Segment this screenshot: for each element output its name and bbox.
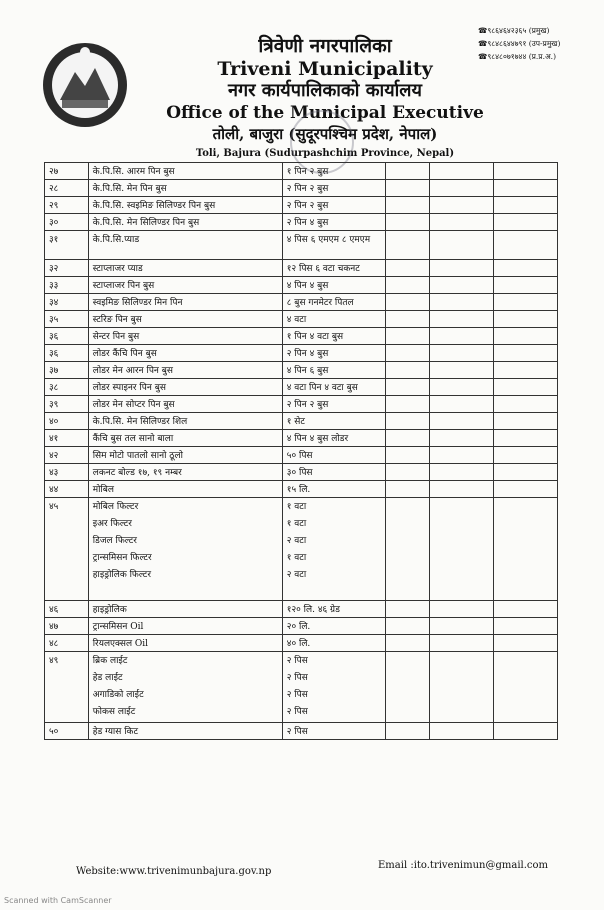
empty-cell — [429, 311, 493, 328]
empty-cell — [493, 163, 557, 180]
quantity-cell — [282, 498, 385, 601]
quantity-cell: १ सेट — [282, 413, 385, 430]
empty-cell — [493, 260, 557, 277]
empty-cell — [493, 311, 557, 328]
item-name-cell: लोडर स्पाइनर पिन बुस — [88, 379, 282, 396]
table-row — [45, 231, 558, 260]
empty-cell — [493, 481, 557, 498]
table-row — [45, 723, 558, 740]
empty-cell — [386, 498, 429, 601]
quantity-cell: १५ लि. — [282, 481, 385, 498]
empty-cell — [493, 362, 557, 379]
empty-cell — [386, 294, 429, 311]
sub-item-quantity: १ वटा — [286, 502, 307, 512]
empty-cell — [429, 498, 493, 601]
item-name-cell: स्टाप्लाजर पिन बुस — [88, 277, 282, 294]
empty-cell — [493, 214, 557, 231]
sub-item-name: मोबिल फिल्टर — [92, 502, 139, 512]
item-name-cell: के.पि.सि. आरम पिन बुस — [88, 163, 282, 180]
sub-item-quantity: २ पिस — [286, 656, 308, 666]
quantity-cell: ४ पिस ६ एमएम ८ एमएम — [282, 231, 385, 260]
quantity-cell: १ पिन २ बुस — [282, 163, 385, 180]
quantity-cell: ३० पिस — [282, 464, 385, 481]
serial-number-cell: ४९ — [45, 652, 89, 723]
item-name-cell: कैंचि बुस तल सानो बाला — [88, 430, 282, 447]
empty-cell — [429, 723, 493, 740]
empty-cell — [493, 396, 557, 413]
empty-cell — [429, 231, 493, 260]
empty-cell — [429, 345, 493, 362]
table-row — [45, 635, 558, 652]
quantity-cell: ५० पिस — [282, 447, 385, 464]
empty-cell — [386, 277, 429, 294]
empty-cell — [386, 481, 429, 498]
empty-cell — [429, 294, 493, 311]
sub-item-name: डिजल फिल्टर — [92, 536, 137, 546]
table-row — [45, 396, 558, 413]
empty-cell — [429, 260, 493, 277]
serial-number-cell: ३७ — [45, 362, 89, 379]
item-name-cell: हाइड्रोलिक — [88, 601, 282, 618]
empty-cell — [493, 723, 557, 740]
empty-cell — [386, 464, 429, 481]
quantity-cell: १२ पिस ६ वटा चकनट — [282, 260, 385, 277]
empty-cell — [429, 464, 493, 481]
empty-cell — [386, 214, 429, 231]
empty-cell — [429, 180, 493, 197]
table-row — [45, 430, 558, 447]
sub-item-quantity: २ वटा — [286, 536, 307, 546]
phone-deputy-mayor: ☎९८४८६४४७९१ (उप-प्रमुख) — [478, 39, 561, 48]
empty-cell — [493, 464, 557, 481]
empty-cell — [386, 180, 429, 197]
serial-number-cell: ४५ — [45, 498, 89, 601]
quantity-cell: २० लि. — [282, 618, 385, 635]
sub-item-quantity: २ पिस — [286, 673, 308, 683]
table-row — [45, 197, 558, 214]
quantity-cell: ८ बुस गनमेटर पितल — [282, 294, 385, 311]
empty-cell — [429, 379, 493, 396]
serial-number-cell: ४७ — [45, 618, 89, 635]
empty-cell — [429, 362, 493, 379]
office-name-nepali: नगर कार्यपालिकाको कार्यालय — [228, 80, 422, 101]
serial-number-cell: ३३ — [45, 277, 89, 294]
table-row — [45, 652, 558, 723]
sub-item-quantity: २ वटा — [286, 570, 307, 580]
empty-cell — [386, 635, 429, 652]
quantity-cell: २ पिस — [282, 723, 385, 740]
empty-cell — [493, 601, 557, 618]
table-row — [45, 447, 558, 464]
serial-number-cell: २८ — [45, 180, 89, 197]
table-row — [45, 601, 558, 618]
serial-number-cell: ५० — [45, 723, 89, 740]
empty-cell — [386, 328, 429, 345]
empty-cell — [493, 379, 557, 396]
item-name-cell: सिम मोटो पातलो सानो ठूलो — [88, 447, 282, 464]
quantity-cell: ४ पिन ४ बुस लोडर — [282, 430, 385, 447]
item-name-cell: स्टरिङ पिन बुस — [88, 311, 282, 328]
quantity-cell: १ पिन ४ वटा बुस — [282, 328, 385, 345]
quantity-cell: २ पिन २ बुस — [282, 197, 385, 214]
sub-item-quantity: २ पिस — [286, 690, 308, 700]
item-name-cell: लकनट बोल्ड १७, १९ नम्बर — [88, 464, 282, 481]
municipality-emblem-icon — [40, 40, 130, 130]
empty-cell — [429, 163, 493, 180]
table-row — [45, 260, 558, 277]
empty-cell — [429, 430, 493, 447]
sub-item-name: फोकस लाईट — [92, 707, 136, 717]
quantity-cell: २ पिन २ बुस — [282, 396, 385, 413]
serial-number-cell: ३६ — [45, 328, 89, 345]
item-name-cell — [88, 498, 282, 601]
sub-item-name: इअर फिल्टर — [92, 519, 132, 529]
serial-number-cell: ३९ — [45, 396, 89, 413]
quantity-cell: ४ वटा — [282, 311, 385, 328]
serial-number-cell: ४४ — [45, 481, 89, 498]
empty-cell — [386, 231, 429, 260]
serial-number-cell: ३० — [45, 214, 89, 231]
empty-cell — [493, 652, 557, 723]
empty-cell — [386, 652, 429, 723]
empty-cell — [386, 396, 429, 413]
empty-cell — [429, 601, 493, 618]
item-name-cell — [88, 652, 282, 723]
empty-cell — [493, 618, 557, 635]
empty-cell — [386, 413, 429, 430]
phone-cao: ☎९८४८०७१७४४ (प्र.प्र.अ.) — [478, 52, 556, 61]
table-row — [45, 362, 558, 379]
table-row — [45, 294, 558, 311]
empty-cell — [386, 723, 429, 740]
item-name-cell: लोडर मेन सोप्टर पिन बुस — [88, 396, 282, 413]
scanner-watermark: Scanned with CamScanner — [4, 896, 112, 905]
quantity-cell: १२० लि. ४६ ग्रेड — [282, 601, 385, 618]
table-row — [45, 498, 558, 601]
empty-cell — [493, 635, 557, 652]
item-name-cell: के.पि.सि. स्वइमिङ सिलिण्डर पिन बुस — [88, 197, 282, 214]
quantity-cell: ४ पिन ४ बुस — [282, 277, 385, 294]
empty-cell — [386, 260, 429, 277]
sub-item-name: अगाडिको लाईट — [92, 690, 144, 700]
serial-number-cell: ४८ — [45, 635, 89, 652]
empty-cell — [429, 652, 493, 723]
table-row — [45, 214, 558, 231]
empty-cell — [429, 447, 493, 464]
empty-cell — [429, 481, 493, 498]
serial-number-cell: ३५ — [45, 311, 89, 328]
item-name-cell: लोडर मेन आरन पिन बुस — [88, 362, 282, 379]
sub-item-quantity: २ पिस — [286, 707, 308, 717]
empty-cell — [386, 430, 429, 447]
sub-item-quantity: १ वटा — [286, 553, 307, 563]
website-text: Website:www.trivenimunbajura.gov.np — [76, 866, 272, 877]
empty-cell — [429, 197, 493, 214]
empty-cell — [429, 413, 493, 430]
empty-cell — [493, 430, 557, 447]
address-english: Toli, Bajura (Sudurpashchim Province, Nepal) — [195, 148, 455, 159]
item-name-cell: मोबिल — [88, 481, 282, 498]
item-name-cell: के.पि.सि. मेन सिलिण्डर पिन बुस — [88, 214, 282, 231]
quantity-cell: २ पिन ४ बुस — [282, 214, 385, 231]
empty-cell — [429, 635, 493, 652]
items-table — [44, 162, 558, 740]
empty-cell — [386, 163, 429, 180]
empty-cell — [386, 345, 429, 362]
item-name-cell: ट्रान्समिसन Oil — [88, 618, 282, 635]
item-name-cell: स्वइमिङ सिलिण्डर मिन पिन — [88, 294, 282, 311]
item-name-cell: सेन्टर पिन बुस — [88, 328, 282, 345]
empty-cell — [493, 277, 557, 294]
phone-list — [478, 24, 560, 63]
empty-cell — [493, 294, 557, 311]
item-name-cell: हेड ग्यास किट — [88, 723, 282, 740]
empty-cell — [429, 328, 493, 345]
serial-number-cell: २९ — [45, 197, 89, 214]
serial-number-cell: ४३ — [45, 464, 89, 481]
phone-mayor: ☎९८६४६४२३६५ (प्रमुख) — [478, 26, 550, 35]
municipality-name-nepali: त्रिवेणी नगरपालिका — [258, 35, 392, 57]
empty-cell — [493, 447, 557, 464]
empty-cell — [386, 601, 429, 618]
sub-item-name: ब्रिक लाईट — [92, 656, 128, 666]
empty-cell — [429, 618, 493, 635]
empty-cell — [493, 180, 557, 197]
serial-number-cell: ४६ — [45, 601, 89, 618]
empty-cell — [493, 197, 557, 214]
empty-cell — [429, 396, 493, 413]
quantity-cell: २ पिन २ बुस — [282, 180, 385, 197]
serial-number-cell: ३१ — [45, 231, 89, 260]
table-row — [45, 180, 558, 197]
table-row — [45, 311, 558, 328]
empty-cell — [493, 345, 557, 362]
serial-number-cell: ३८ — [45, 379, 89, 396]
quantity-cell: ४० लि. — [282, 635, 385, 652]
quantity-cell: ४ वटा पिन ४ वटा बुस — [282, 379, 385, 396]
empty-cell — [493, 413, 557, 430]
table-row — [45, 163, 558, 180]
empty-cell — [386, 362, 429, 379]
empty-cell — [429, 214, 493, 231]
empty-cell — [493, 328, 557, 345]
quantity-cell: २ पिन ४ बुस — [282, 345, 385, 362]
table-row — [45, 277, 558, 294]
serial-number-cell: २७ — [45, 163, 89, 180]
office-name-english: Office of the Municipal Executive — [166, 103, 484, 123]
serial-number-cell: ४२ — [45, 447, 89, 464]
empty-cell — [493, 498, 557, 601]
serial-number-cell: ३६ — [45, 345, 89, 362]
item-name-cell: के.पि.सि.प्याड — [88, 231, 282, 260]
sub-item-name: ट्रान्समिसन फिल्टर — [92, 553, 152, 563]
quantity-cell — [282, 652, 385, 723]
table-row — [45, 481, 558, 498]
item-name-cell: स्टाप्लाजर प्याड — [88, 260, 282, 277]
serial-number-cell: ३२ — [45, 260, 89, 277]
item-name-cell: के.पि.सि. मेन पिन बुस — [88, 180, 282, 197]
empty-cell — [386, 618, 429, 635]
municipality-name-english: Triveni Municipality — [217, 58, 433, 80]
empty-cell — [386, 379, 429, 396]
table-row — [45, 328, 558, 345]
sub-item-name: हेड लाईट — [92, 673, 123, 683]
table-row — [45, 379, 558, 396]
sub-item-name: हाइड्रोलिक फिल्टर — [92, 570, 152, 580]
serial-number-cell: ३४ — [45, 294, 89, 311]
table-row — [45, 345, 558, 362]
table-row — [45, 464, 558, 481]
empty-cell — [386, 197, 429, 214]
serial-number-cell: ४१ — [45, 430, 89, 447]
empty-cell — [386, 447, 429, 464]
item-name-cell: लोडर कैंचि पिन बुस — [88, 345, 282, 362]
empty-cell — [429, 277, 493, 294]
address-nepali: तोली, बाजुरा (सुदूरपश्चिम प्रदेश, नेपाल) — [212, 125, 438, 143]
item-name-cell: रियलएक्सल Oil — [88, 635, 282, 652]
serial-number-cell: ४० — [45, 413, 89, 430]
table-row — [45, 413, 558, 430]
empty-cell — [386, 311, 429, 328]
empty-cell — [493, 231, 557, 260]
item-name-cell: के.पि.सि. मेन सिलिण्डर शिल — [88, 413, 282, 430]
table-row — [45, 618, 558, 635]
sub-item-quantity: १ वटा — [286, 519, 307, 529]
email-text: Email :ito.trivenimun@gmail.com — [378, 860, 549, 871]
quantity-cell: ४ पिन ६ बुस — [282, 362, 385, 379]
